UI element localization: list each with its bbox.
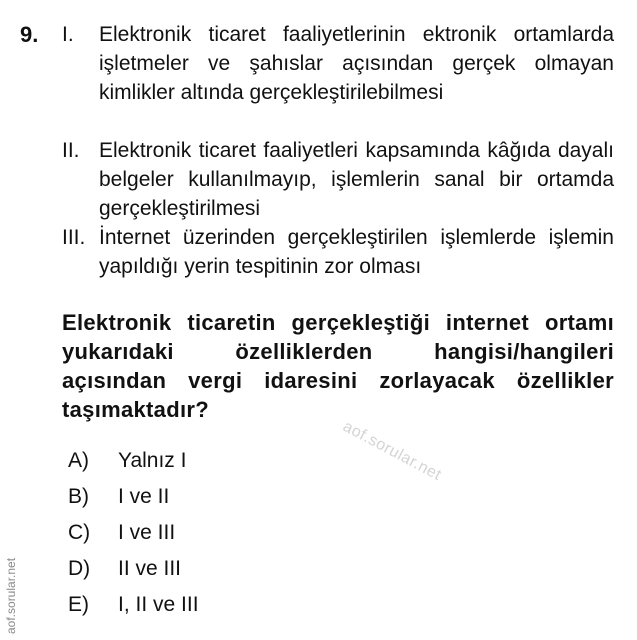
option-c-text: I ve III	[118, 521, 176, 544]
option-e[interactable]	[68, 590, 199, 626]
question-stem: Elektronik ticaretin gerçekleştiği internet ortamı yukarıdaki özelliklerden hangisi/hangileri açısından vergi idaresini zorlayacak özellikler taşımaktadır?	[62, 310, 614, 422]
statement-1	[62, 20, 614, 107]
option-b[interactable]	[68, 482, 199, 518]
statement-3-text: İnternet üzerinden gerçekleştirilen işlemlerde işlemin yapıldığı yerin tespitinin zor olması	[99, 226, 614, 278]
option-e-letter: E)	[68, 593, 89, 616]
statement-3-roman: III.	[62, 226, 86, 249]
watermark-center: aof.sorular.net	[340, 418, 445, 485]
option-e-text: I, II ve III	[118, 593, 199, 616]
answer-options	[68, 446, 199, 626]
statement-2-roman: II.	[62, 139, 80, 162]
option-c-letter: C)	[68, 521, 91, 544]
option-d[interactable]	[68, 554, 199, 590]
statement-2-text: Elektronik ticaret faaliyetleri kapsamında kâğıda dayalı belgeler kullanılmayıp, işlemlerin sanal bir ortamda gerçekleştirilmesi	[99, 139, 614, 220]
option-a[interactable]	[68, 446, 199, 482]
option-d-text: II ve III	[118, 557, 182, 580]
option-d-letter: D)	[68, 557, 91, 580]
option-c[interactable]	[68, 518, 199, 554]
statement-3	[62, 223, 614, 281]
watermark-side: aof.sorular.net	[4, 557, 18, 634]
option-a-text: Yalnız I	[118, 449, 187, 472]
statement-2	[62, 136, 614, 223]
option-b-text: I ve II	[118, 485, 170, 508]
statement-1-roman: I.	[62, 23, 74, 46]
statement-1-text: Elektronik ticaret faaliyetlerinin ektronik ortamlarda işletmeler ve şahıslar açısından gerçek olmayan kimlikler altında gerçekleştirilebilmesi	[99, 23, 614, 104]
option-a-letter: A)	[68, 449, 89, 472]
question-number: 9.	[20, 22, 39, 47]
option-b-letter: B)	[68, 485, 89, 508]
